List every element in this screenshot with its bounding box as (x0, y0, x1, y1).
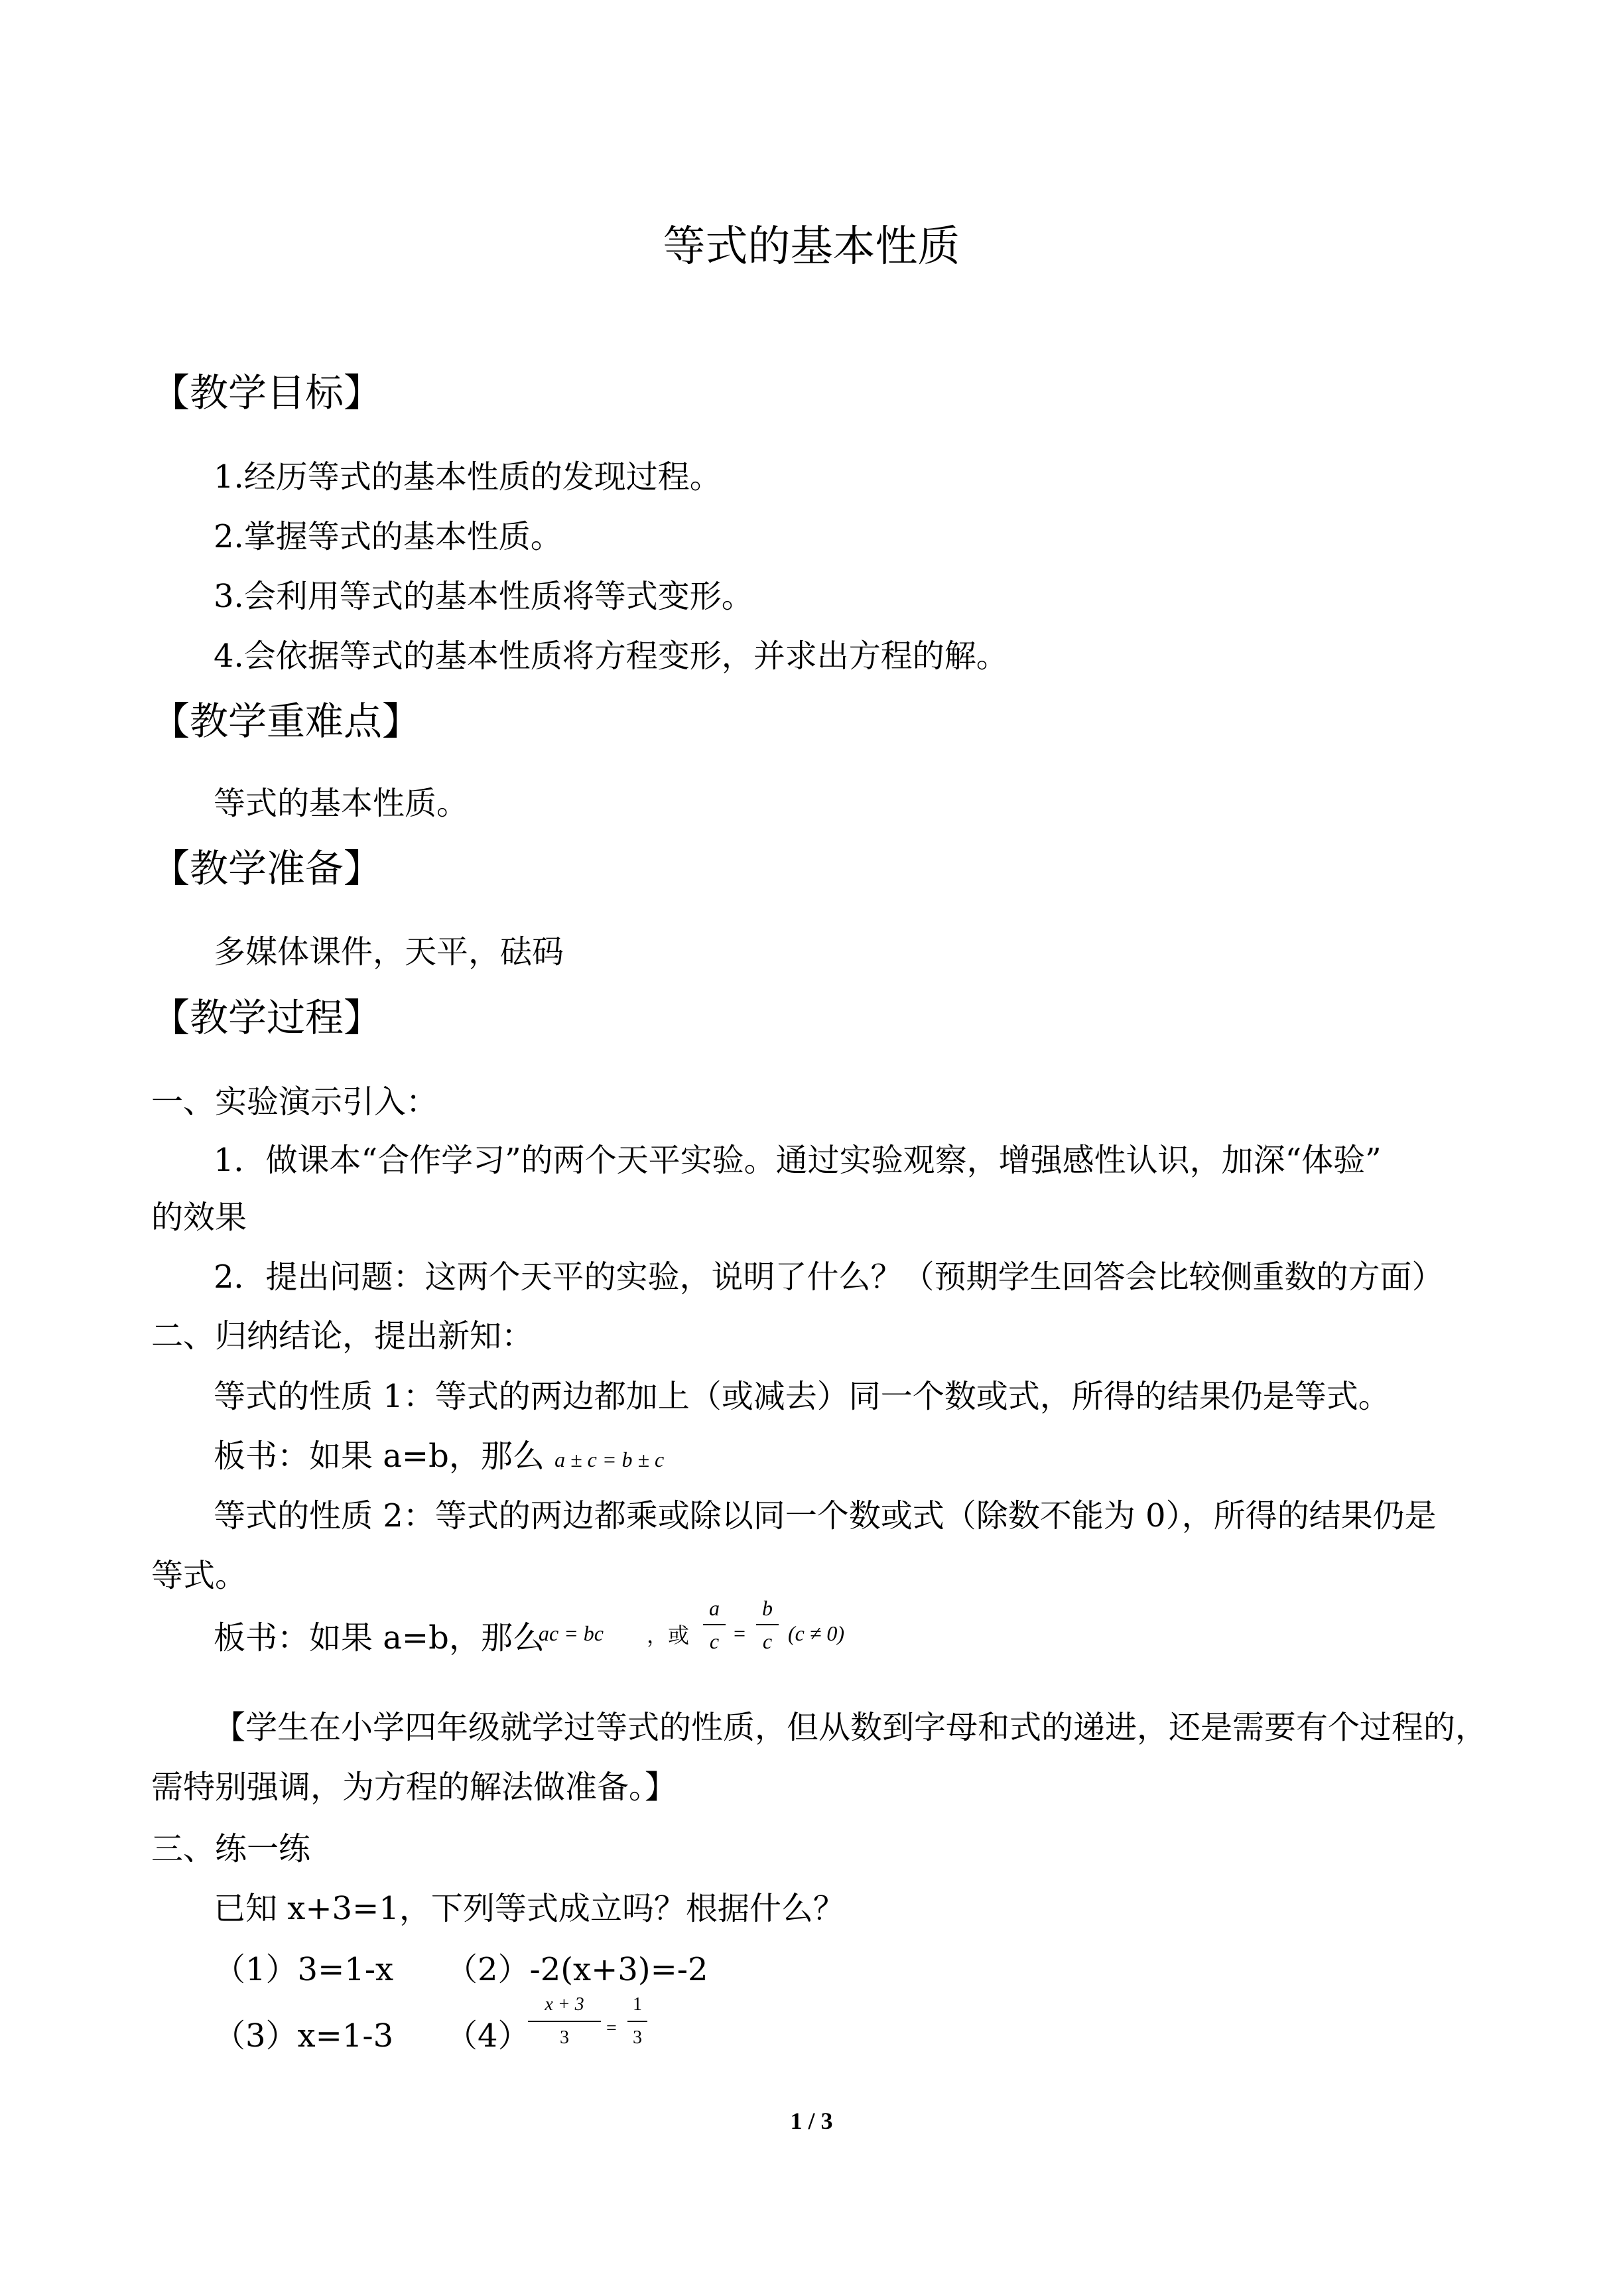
teacher-note: 【学生在小学四年级就学过等式的性质，但从数到字母和式的递进，还是需要有个过程的， (214, 1709, 1488, 1746)
or-text: ，或 (647, 1623, 690, 1647)
fraction-numerator: a (709, 1596, 720, 1620)
fraction-a-over-c (703, 1595, 726, 1654)
process-part3-title: 三、练一练 (151, 1830, 311, 1867)
fraction-numerator: b (762, 1596, 773, 1620)
fraction-1-over-3 (627, 1992, 647, 2051)
board-note-2-prefix: 板书：如果 a=b，那么 (214, 1619, 545, 1656)
preparation-text: 多媒体课件，天平，砝码 (214, 933, 564, 971)
exercise-prompt: 已知 x+3=1，下列等式成立吗？根据什么？ (214, 1890, 845, 1927)
process-part1-item1: 1．做课本“合作学习”的两个天平实验。通过实验观察，增强感性认识，加深“体验” (214, 1142, 1382, 1179)
objective-item: 2.掌握等式的基本性质。 (214, 518, 562, 555)
property-2-cont: 等式。 (151, 1557, 247, 1594)
fraction-bar (756, 1624, 779, 1625)
board-note-1-prefix: 板书：如果 a=b，那么 (214, 1438, 545, 1475)
objective-item: 4.会依据等式的基本性质将方程变形，并求出方程的解。 (214, 638, 1008, 675)
fraction-bar (528, 2021, 601, 2022)
formula-add-sub: a ± c = b ± c (554, 1448, 665, 1471)
page-number: 1 / 3 (790, 2108, 833, 2134)
board-note-1 (214, 1430, 664, 1476)
process-part1-title: 一、实验演示引入： (151, 1083, 438, 1120)
keypoints-text: 等式的基本性质。 (214, 785, 469, 822)
objective-item: 1.经历等式的基本性质的发现过程。 (214, 458, 722, 496)
process-part2-title: 二、归纳结论，提出新知： (151, 1317, 534, 1355)
property-1: 等式的性质 1：等式的两边都加上（或减去）同一个数或式，所得的结果仍是等式。 (214, 1378, 1390, 1415)
exercise-q1: （1）3=1-x (214, 1951, 394, 1988)
fraction-bar (703, 1624, 726, 1625)
teacher-note-cont: 需特别强调，为方程的解法做准备。】 (151, 1769, 677, 1806)
condition-c-nonzero: (c ≠ 0) (788, 1621, 845, 1645)
fraction-denominator: 3 (633, 2027, 642, 2048)
objective-item: 3.会利用等式的基本性质将等式变形。 (214, 578, 753, 615)
fraction-numerator: 1 (633, 1994, 642, 2015)
fraction-numerator: x + 3 (545, 1994, 584, 2015)
exercise-q3: （3）x=1-3 (214, 2017, 394, 2055)
fraction-denominator: c (709, 1629, 720, 1653)
process-part1-item1-cont: 的效果 (151, 1199, 247, 1236)
section-heading-objectives: 【教学目标】 (151, 370, 383, 415)
fraction-bar (627, 2021, 647, 2022)
formula-mul: ac = bc (539, 1621, 604, 1645)
page-title: 等式的基本性质 (663, 222, 960, 271)
exercise-q4-label: （4） (446, 2017, 530, 2055)
fraction-denominator: c (762, 1629, 773, 1653)
process-part1-item2: 2．提出问题：这两个天平的实验，说明了什么？（预期学生回答会比较侧重数的方面） (214, 1258, 1444, 1296)
section-heading-preparation: 【教学准备】 (151, 846, 383, 891)
section-heading-keypoints: 【教学重难点】 (151, 699, 421, 744)
equals-sign: = (734, 1621, 746, 1645)
property-2: 等式的性质 2：等式的两边都乘或除以同一个数或式（除数不能为 0），所得的结果仍是 (214, 1497, 1437, 1534)
equals-sign: = (606, 2018, 617, 2039)
section-heading-process: 【教学过程】 (151, 995, 383, 1040)
fraction-x-plus-3-over-3 (528, 1992, 601, 2051)
exercise-q2: （2）-2(x+3)=-2 (446, 1951, 708, 1988)
fraction-b-over-c (756, 1595, 779, 1654)
fraction-denominator: 3 (560, 2027, 569, 2048)
